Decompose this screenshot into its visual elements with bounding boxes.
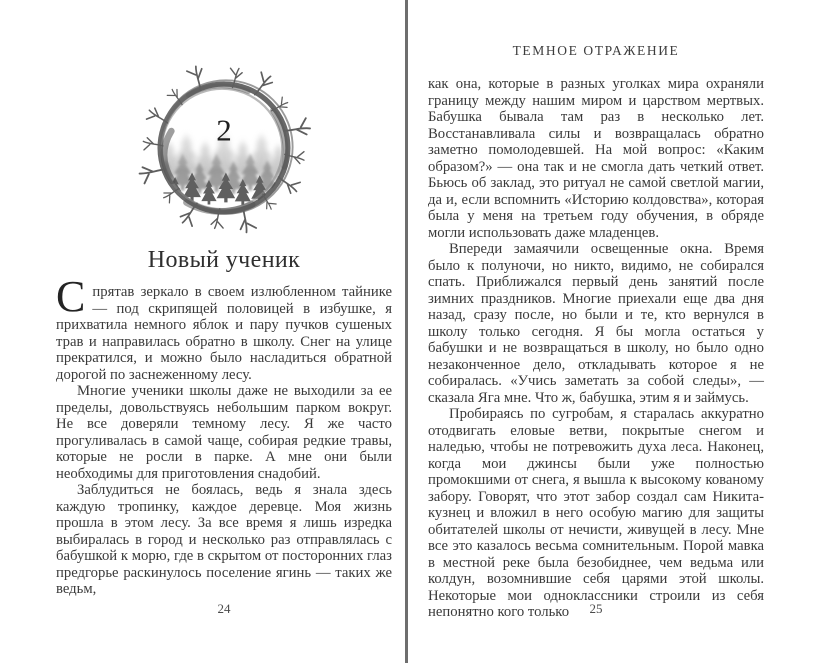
right-page (428, 0, 764, 663)
chapter-ornament (56, 54, 392, 242)
body-paragraph: Пробираясь по сугробам, я старалась аккуратно отодвигать еловые ветви, покрытые снегом и наледью, чтобы не потревожить духа леса. Наконец, когда мои джинсы были уже полностью промокшими от снега, я вышла к высокому кованому забору. Говорят, что этот забор создал сам Никита-кузнец и вложил в него особую магию для защиты обитателей школы от нечисти, живущей в лесу. Мне все это казалось весьма сомнительным. Порой мавка в местной реке была безобиднее, чем ведьма или колдун, возомнившие себя царями этой школы. Некоторые мои одноклассники строили из себя непонятно кого только (428, 406, 764, 620)
chapter-title: Новый ученик (147, 247, 301, 273)
left-page-body (56, 272, 392, 598)
running-header: ТЕМНОЕ ОТРАЖЕНИЕ (512, 43, 680, 58)
body-paragraph: Впереди замаячили освещенные окна. Время было к полуночи, но никто, видимо, не собирался спать. Приближался первый день занятий после зимних праздников. Многие приехали еще два дня назад, сразу после, но были и те, кто вернулся в школу только сегодня. Я бы могла остаться у бабушки и не возвращаться в школу, но было одно незаконченное дело, откладывать которое я не собиралась. «Учись заметать за собой следы», — сказала Яга мне. Что ж, бабушка, этим я и займусь. (428, 241, 764, 406)
right-page-body (428, 76, 764, 621)
branch-wreath-illustration (130, 54, 318, 242)
chapter-number: 2 (216, 112, 232, 148)
page-number-right: 25 (589, 601, 603, 616)
body-paragraph: Заблудиться не боялась, ведь я знала здесь каждую тропинку, каждое деревце. Моя жизнь прошла в этом лесу. За все время я лишь изредка выбиралась в город и несколько раз отправлялась с бабушкой к морю, где в скрытом от посторонних глаз предгорье раскинулось поселение ягинь — таких же ведьм, (56, 482, 392, 597)
drop-cap: С (56, 272, 86, 321)
body-paragraph: Многие ученики школы даже не выходили за ее пределы, довольствуясь небольшим парком вокруг. Не все доверяли темному лесу. Я же часто прогуливалась в самой чаще, собирая редкие травы, которые не росли в парке. А мне они были необходимы для приготовления снадобий. (56, 383, 392, 482)
body-paragraph: как она, которые в разных уголках мира охраняли границу между нашим миром и царством мертвых. Бабушка бывала там раз в несколько лет. Восстанавливала силы и возвращалась обратно заметно помолодевшей. На мой вопрос: «Каким образом?» — она так и не смогла дать четкий ответ. Бьюсь об заклад, это ритуал не самой светлой магии, да и, если вспомнить «Историю колдовства», которая была у меня на третьем году обучения, в обряде могли использовать даже младенцев. (428, 76, 764, 241)
body-paragraph (56, 272, 392, 383)
paragraph-text: прятав зеркало в своем излюбленном тайнике — под скрипящей половицей в избушке, я прихватила немного яблок и пару пучков сушеных трав и направилась обратно в школу. Снег на улице прекратился, и можно было насладиться обратной дорогой по заснеженному лесу. (56, 284, 392, 383)
page-number-left: 24 (217, 601, 231, 616)
page-gutter-divider (405, 0, 408, 663)
left-page (56, 0, 392, 663)
